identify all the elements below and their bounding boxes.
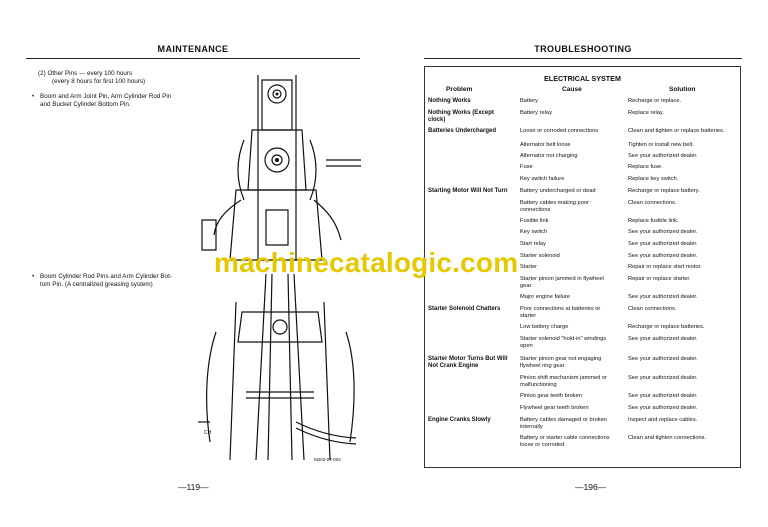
solution-cell: See your authorized dealer.: [628, 336, 698, 342]
solution-cell: Recharge or replace batteries.: [628, 324, 705, 330]
solution-cell: Inspect and replace cables.: [628, 417, 698, 423]
solution-cell: Replace fusible link.: [628, 218, 679, 224]
solution-cell: See your authorized dealer.: [628, 229, 698, 235]
cause-cell: Poor connections at batteries or starter: [520, 306, 601, 319]
solution-cell: Tighten or install new belt.: [628, 142, 694, 148]
problem-cell: Starter Motor Turns But Will Not Crank Engine: [428, 356, 508, 369]
right-page-number: —196—: [575, 482, 607, 492]
solution-cell: See your authorized dealer.: [628, 294, 698, 300]
solution-cell: Replace key switch.: [628, 176, 679, 182]
solution-cell: Repair or replace start motor.: [628, 264, 702, 270]
solution-cell: Recharge or replace battery.: [628, 188, 700, 194]
cause-cell: Battery cables making poor connections: [520, 200, 589, 213]
intro-line-1: (2) Other Pins --- every 100 hours: [38, 70, 133, 77]
solution-cell: Replace fuse.: [628, 164, 663, 170]
solution-cell: See your authorized dealer.: [628, 375, 698, 381]
solution-cell: Clean and tighten or replace batteries.: [628, 128, 725, 134]
solution-cell: See your authorized dealer.: [628, 253, 698, 259]
problem-cell: Starter Solenoid Chatters: [428, 306, 501, 312]
section-title: ELECTRICAL SYSTEM: [544, 74, 621, 83]
cause-cell: Battery cables damaged or broken internally: [520, 417, 607, 430]
cause-cell: Battery undercharged or dead: [520, 188, 596, 194]
solution-cell: Clean connections.: [628, 306, 677, 312]
figure-code: M202-07-004: [314, 457, 341, 462]
solution-cell: See your authorized dealer.: [628, 153, 698, 159]
intro-line-2: (every 8 hours for first 100 hours): [52, 78, 146, 85]
cause-cell: Alternator not charging: [520, 153, 578, 159]
cause-cell: Starter: [520, 264, 538, 270]
troubleshooting-header: TROUBLESHOOTING: [534, 44, 632, 54]
header-rule: [424, 58, 742, 59]
solution-cell: See your authorized dealer.: [628, 356, 698, 362]
cause-cell: Key switch failure: [520, 176, 565, 182]
cause-cell: Starter solenoid "hold-in" windings open: [520, 336, 607, 349]
left-page-number: —119—: [178, 482, 209, 492]
column-header-solution: Solution: [669, 86, 696, 93]
solution-cell: Repair or replace starter.: [628, 276, 691, 282]
cause-cell: Fusible link: [520, 218, 549, 224]
solution-cell: See your authorized dealer.: [628, 241, 698, 247]
svg-text:CH: CH: [204, 430, 212, 436]
cause-cell: Start relay: [520, 241, 546, 247]
bullet-1-line-1: • Boom and Arm Joint Pin, Arm Cylinder Rod Pin: [40, 93, 171, 101]
solution-cell: Clean and tighten connections.: [628, 435, 707, 441]
solution-cell: See your authorized dealer.: [628, 393, 698, 399]
cause-cell: Starter pinion gear not engaging flywheel ring gear: [520, 356, 602, 369]
header-rule: [26, 58, 360, 59]
cause-cell: Flywheel gear teeth broken: [520, 405, 589, 411]
bullet-2-line-1: • Boom Cylinder Rod Pins and Arm Cylinder Bot-: [40, 273, 172, 281]
problem-cell: Batteries Undercharged: [428, 128, 497, 134]
solution-cell: Recharge or replace.: [628, 98, 682, 104]
bullet-1-line-2: and Bucket Cylinder Bottom Pin.: [40, 101, 131, 108]
cause-cell: Pinion shift mechanism jammed or malfunctioning: [520, 375, 607, 388]
cause-cell: Starter pinion jammed in flywheel gear: [520, 276, 604, 289]
cause-cell: Low battery charge: [520, 324, 569, 330]
problem-cell: Nothing Works: [428, 98, 471, 104]
cause-cell: Major engine failure: [520, 294, 570, 300]
problem-cell: Starting Motor Will Not Turn: [428, 188, 508, 194]
cause-cell: Key switch: [520, 229, 548, 235]
cause-cell: Pinion gear teeth broken: [520, 393, 582, 399]
watermark: machinecatalogic.com: [214, 247, 519, 278]
cause-cell: Battery: [520, 98, 539, 104]
column-header-problem: Problem: [446, 86, 473, 93]
cause-cell: Battery relay: [520, 110, 552, 116]
problem-cell: Nothing Works (Except clock): [428, 110, 494, 123]
solution-cell: Replace relay.: [628, 110, 664, 116]
cause-cell: Battery or starter cable connections loose or corroded: [520, 435, 610, 448]
cause-cell: Alternator belt loose: [520, 142, 571, 148]
cause-cell: Starter solenoid: [520, 253, 560, 259]
solution-cell: See your authorized dealer.: [628, 405, 698, 411]
solution-cell: Clean connections.: [628, 200, 677, 206]
boom-arm-joint-illustration: [196, 70, 364, 270]
cause-cell: Fuse: [520, 164, 533, 170]
maintenance-header: MAINTENANCE: [157, 44, 229, 54]
column-header-cause: Cause: [562, 86, 582, 93]
cause-cell: Loose or corroded connections: [520, 128, 599, 134]
problem-cell: Engine Cranks Slowly: [428, 417, 491, 423]
boom-cylinder-illustration: [196, 272, 364, 464]
bullet-2-line-2: tom Pin. (A centralized greasing system): [40, 281, 153, 288]
